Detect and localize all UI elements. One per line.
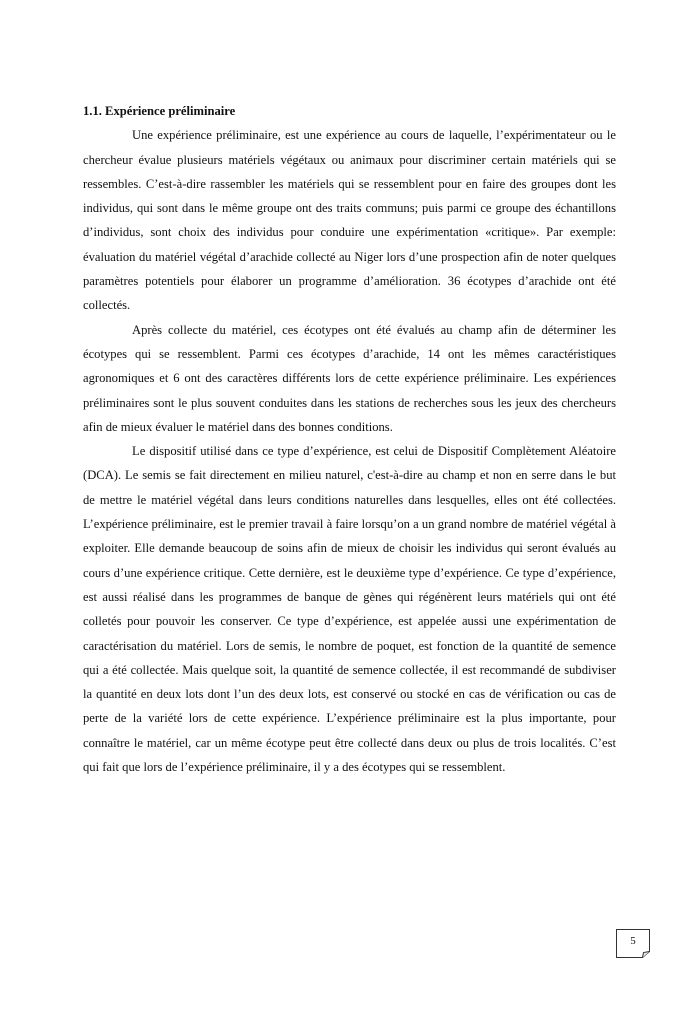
section-heading: 1.1. Expérience préliminaire: [83, 104, 236, 118]
paragraph-1: Une expérience préliminaire, est une expérience au cours de laquelle, l’expérimentateur ou le chercheur évalue plusieurs matériels végétaux ou animaux pour discriminer certain matériels qui se ressembles. C’est-à-dire rassembler les matériels qui se ressemblent pour en faire des groupes dont les individus, qui sont dans le même groupe ont des traits communs; puis parmi ce groupe des échantillons d’individus, sont choix des individus pour conduire une expérimentation «critique». Par exemple: évaluation du matériel végétal d’arachide collecté au Niger lors d’une prospection afin de noter quelques paramètres potentiels pour élaborer un programme d’amélioration. 36 écotypes d’arachide ont été collectés.: [83, 128, 616, 313]
paragraph-2: Après collecte du matériel, ces écotypes ont été évalués au champ afin de déterminer les écotypes qui se ressemblent. Parmi ces écotypes d’arachide, 14 ont les mêmes caractéristiques agronomiques et 6 ont des caractères différents lors de cette expérience préliminaire. Les expériences préliminaires sont le plus souvent conduites dans les stations de recherches sous les jeux des chercheurs afin de mieux évaluer le matériel dans des bonnes conditions.: [83, 322, 616, 434]
paragraph-3: Le dispositif utilisé dans ce type d’expérience, est celui de Dispositif Complètement Aléatoire (DCA). Le semis se fait directement en milieu naturel, c'est-à-dire au champ et non en serre dans le but de mettre le matériel végétal dans leurs conditions naturelles dans lesquelles, elles ont été collectées. L’expérience préliminaire, est le premier travail à faire lorsqu’on a un grand nombre de matériel végétal à exploiter. Elle demande beaucoup de soins afin de mieux de choisir les individus qui seront évalués au cours d’une expérience critique. Cette dernière, est le deuxième type d’expérience. Ce type d’expérience, est aussi réalisé dans les programmes de banque de gènes qui régénèrent leurs matériels qui ont été colletés pour pouvoir les conserver. Ce type d’expérience, est appelée aussi une expérimentation de caractérisation du matériel. Lors de semis, le nombre de poquet, est fonction de la quantité de semence qui a été collectée. Mais quelque soit, la quantité de semence collectée, il est recommandé de subdiviser la quantité en deux lots dont l’un des deux lots, est conservé ou stocké en cas de vérification ou cas de perte de la variété lors de cette expérience. L’expérience préliminaire est la plus importante, pour connaître le matériel, car un même écotype peut être collecté dans deux ou plus de trois localités. C’est qui fait que lors de l’expérience préliminaire, il y a des écotypes qui se ressemblent.: [83, 444, 616, 775]
page-number-box: [616, 929, 650, 958]
document-body: [83, 99, 616, 779]
page-number: 5: [630, 935, 636, 947]
